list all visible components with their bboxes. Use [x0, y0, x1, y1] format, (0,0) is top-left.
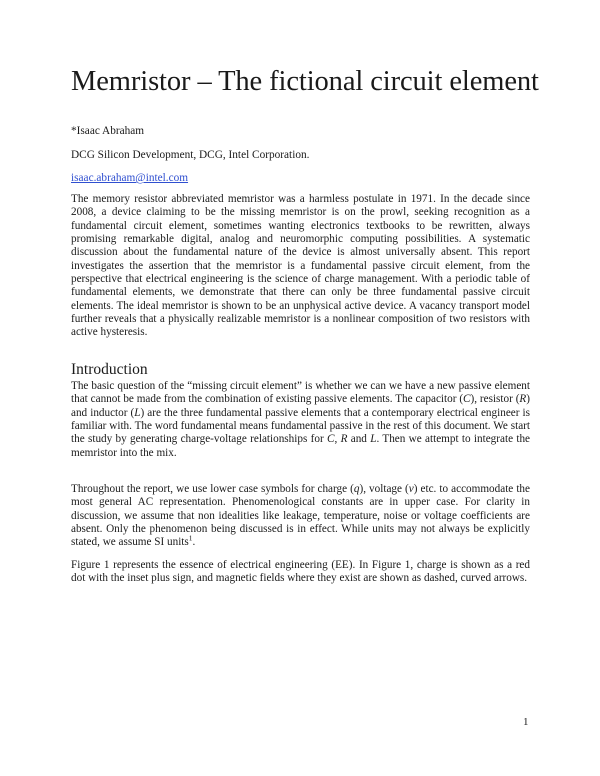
text-run: and — [347, 433, 371, 446]
intro-paragraph-3: Figure 1 represents the essence of electrical engineering (EE). In Figure 1, charge is shown as a red dot with the inset plus sign, and magnetic fields where they exist are shown as dashed, curved arrows. — [71, 559, 530, 585]
math-symbol-inductor: L — [134, 406, 141, 419]
math-symbol-capacitor: C — [463, 393, 471, 406]
text-run: ) and inductor ( — [71, 393, 530, 419]
math-symbol-resistor: R — [340, 433, 348, 446]
text-run: Throughout the report, we use lower case symbols for charge ( — [71, 483, 354, 495]
text-run: , — [334, 433, 341, 446]
math-symbol-charge: q — [353, 483, 360, 495]
text-run: ) etc. to accommodate the most general AC representation. Phenomenological constants are in upper case. For clarity in discussion, we assume that non idealities like leakage, temperature, noise or voltage coefficients are absent. Only the phenomenon being discussed is in effect. While units may not always be explicitly stated, we assume SI units — [71, 483, 530, 549]
paper-title: Memristor – The fictional circuit element — [71, 66, 539, 97]
author-name: *Isaac Abraham — [71, 125, 145, 137]
text-run: . Then we attempt to integrate the memristor into the mix. — [71, 433, 531, 459]
math-symbol-resistor: R — [519, 393, 527, 406]
text-run: ), voltage ( — [359, 483, 409, 495]
math-symbol-inductor: L — [370, 433, 377, 446]
intro-paragraph-2 — [71, 483, 530, 550]
math-symbol-capacitor: C — [327, 433, 335, 446]
page-number: 1 — [523, 716, 529, 728]
author-email-link[interactable]: isaac.abraham@intel.com — [71, 172, 189, 184]
intro-paragraph-1 — [71, 380, 530, 460]
text-run: . — [192, 536, 196, 549]
text-run: The basic question of the “missing circuit element” is whether we can we have a new passive element that cannot be made from the combination of existing passive elements. The capacitor ( — [71, 380, 530, 406]
text-run: ) are the three fundamental passive elements that a contemporary electrical engineer is familiar with. The word fundamental means fundamental passive in the rest of this document. We start the study by generating charge-voltage relationships for — [71, 406, 530, 446]
footnote-marker[interactable]: 1 — [188, 533, 193, 543]
text-run: ), resistor ( — [470, 393, 520, 406]
section-heading-introduction: Introduction — [71, 361, 148, 378]
author-affiliation: DCG Silicon Development, DCG, Intel Corporation. — [71, 149, 310, 161]
abstract-paragraph: The memory resistor abbreviated memristor was a harmless postulate in 1971. In the decade since 2008, a device claiming to be the missing memristor is on the prowl, seeking recognition as a fundamental circuit element, sometimes wanting electronics textbooks to be rewritten, always promising remarkable digital, analog and neuromorphic computing possibilities. A systematic discussion about the fundamental nature of the device is almost universally absent. This report investigates the assertion that the memristor is a fundamental passive circuit element, from the perspective that electrical engineering is the science of charge management. With a periodic table of fundamental elements, we demonstrate that there can only be three fundamental passive circuit elements. The ideal memristor is shown to be an unphysical active device. A vacancy transport model further reveals that a physically realizable memristor is a nonlinear composition of two resistors with active hysteresis. — [71, 193, 530, 339]
math-symbol-voltage: v — [408, 483, 414, 495]
